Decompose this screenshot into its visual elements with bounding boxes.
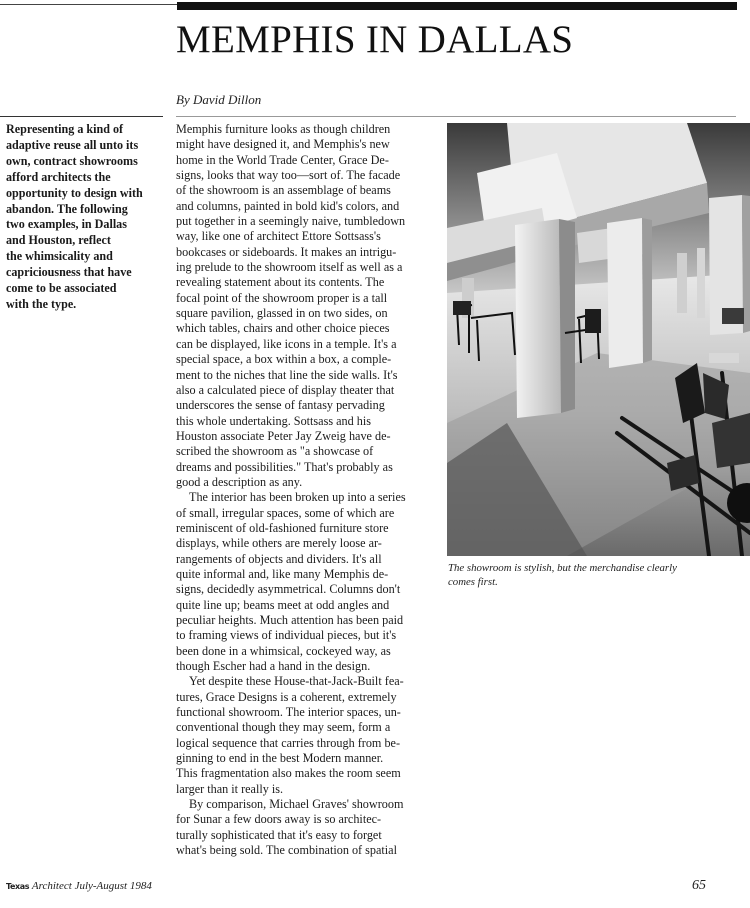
deck-line: with the type. <box>6 296 77 311</box>
body-line: which tables, chairs and other choice pieces <box>176 321 390 336</box>
body-line: been done in a whimsical, cockeyed way, as <box>176 643 391 658</box>
body-line: larger than it really is. <box>176 781 284 796</box>
byline: By David Dillon <box>176 92 262 107</box>
deck-rule <box>0 116 163 117</box>
issue-date: July-August 1984 <box>74 880 152 892</box>
body-line: though Escher had a hand in the design. <box>176 659 371 674</box>
body-line: rangements of objects and dividers. It's all <box>176 551 382 566</box>
body-line: displays, while others are merely loose ar- <box>176 536 382 551</box>
caption-line: comes first. <box>448 575 498 588</box>
body-line: what's being sold. The combination of spatial <box>176 843 397 858</box>
article-deck <box>6 122 158 313</box>
body-line: can be displayed, like icons in a temple. It's a <box>176 336 397 351</box>
body-line: The interior has been broken up into a series <box>189 490 406 505</box>
body-line: square pavilion, glassed in on two sides, on <box>176 306 388 321</box>
body-rule <box>176 116 736 117</box>
body-line: ing prelude to the showroom itself as well as a <box>176 260 403 275</box>
deck-line: Representing a kind of <box>6 122 124 136</box>
body-line: tures, Grace Designs is a coherent, extremely <box>176 689 397 704</box>
body-line: peculiar heights. Much attention has been paid <box>176 613 404 627</box>
body-line: ginning to end in the best Modern manner. <box>176 751 384 766</box>
body-line: way, like one of architect Ettore Sottsass's <box>176 229 381 244</box>
body-line: for Sunar a few doors away is so architec- <box>176 812 382 827</box>
body-line: logical sequence that carries through from be- <box>176 735 401 750</box>
body-line: revealing statement about its contents. The <box>176 275 385 290</box>
deck-line: abandon. The following <box>6 201 128 216</box>
body-line: ment to the niches that line the side walls. It's <box>176 367 398 382</box>
body-line: functional showroom. The interior spaces, un- <box>176 705 401 720</box>
body-line: of the showroom is an assemblage of beams <box>176 183 391 198</box>
body-line: This fragmentation also makes the room seem <box>176 766 401 781</box>
body-line: scribed the showroom as "a showcase of <box>176 444 374 459</box>
body-line: put together in a seemingly naive, tumbledown <box>176 214 406 229</box>
body-line: signs, looks that way too—sort of. The facade <box>176 168 401 183</box>
body-line: By comparison, Michael Graves' showroom <box>189 797 404 812</box>
body-line: to framing views of individual pieces, but it's <box>176 628 397 643</box>
deck-line: two examples, in Dallas <box>6 217 127 232</box>
body-line: and columns, painted in bold kid's colors, and <box>176 198 400 213</box>
magazine-logo: Texas <box>6 882 30 891</box>
body-line: quite line up; beams meet at odd angles and <box>176 597 390 612</box>
deck-line: come to be associated <box>6 281 117 296</box>
body-line: of small, irregular spaces, some of which are <box>176 505 395 520</box>
deck-line: opportunity to design with <box>6 185 143 200</box>
body-line: Yet despite these House-that-Jack-Built fea- <box>189 674 404 689</box>
body-line: this whole undertaking. Sottsass and his <box>176 413 371 428</box>
body-line: good a description as any. <box>176 474 303 489</box>
footer-issue-line <box>6 880 152 892</box>
body-line: Memphis furniture looks as though children <box>176 122 391 136</box>
body-line: might have designed it, and Memphis's new <box>176 137 390 152</box>
body-line: also a calculated piece of display theater that <box>176 382 395 397</box>
deck-line: the whimsicality and <box>6 249 113 264</box>
deck-line: adaptive reuse all unto its <box>6 137 139 152</box>
body-line: underscores the sense of fantasy pervading <box>176 398 385 413</box>
body-line: conventional though they may seem, form a <box>176 720 391 735</box>
body-line: special space, a box within a box, a comple- <box>176 352 392 367</box>
body-line: signs, decidedly asymmetrical. Columns don't <box>176 582 401 597</box>
caption-line: The showroom is stylish, but the merchandise clearly <box>448 562 677 574</box>
body-line: turally sophisticated that it's easy to forget <box>176 827 382 842</box>
body-line: bookcases or sideboards. It makes an intrigu- <box>176 244 397 259</box>
body-line: quite informal and, like many Memphis de- <box>176 566 389 581</box>
top-rule-thin <box>0 4 177 5</box>
photo-caption <box>448 562 738 589</box>
showroom-photo <box>447 123 750 556</box>
headline: MEMPHIS IN DALLAS <box>176 18 574 61</box>
top-rule-thick <box>177 2 737 10</box>
body-line: dreams and possibilities." That's probably as <box>176 459 393 474</box>
body-line: Houston associate Peter Jay Zweig have de- <box>176 428 391 443</box>
page-number: 65 <box>692 878 706 893</box>
body-line: focal point of the showroom proper is a tall <box>176 290 388 305</box>
deck-line: afford architects the <box>6 169 111 184</box>
deck-line: own, contract showrooms <box>6 153 138 168</box>
body-line: home in the World Trade Center, Grace De- <box>176 152 389 167</box>
article-body <box>176 122 434 859</box>
deck-line: capriciousness that have <box>6 265 132 280</box>
deck-line: and Houston, reflect <box>6 233 111 248</box>
magazine-title: Architect <box>31 880 72 892</box>
body-line: reminiscent of old-fashioned furniture store <box>176 520 389 535</box>
